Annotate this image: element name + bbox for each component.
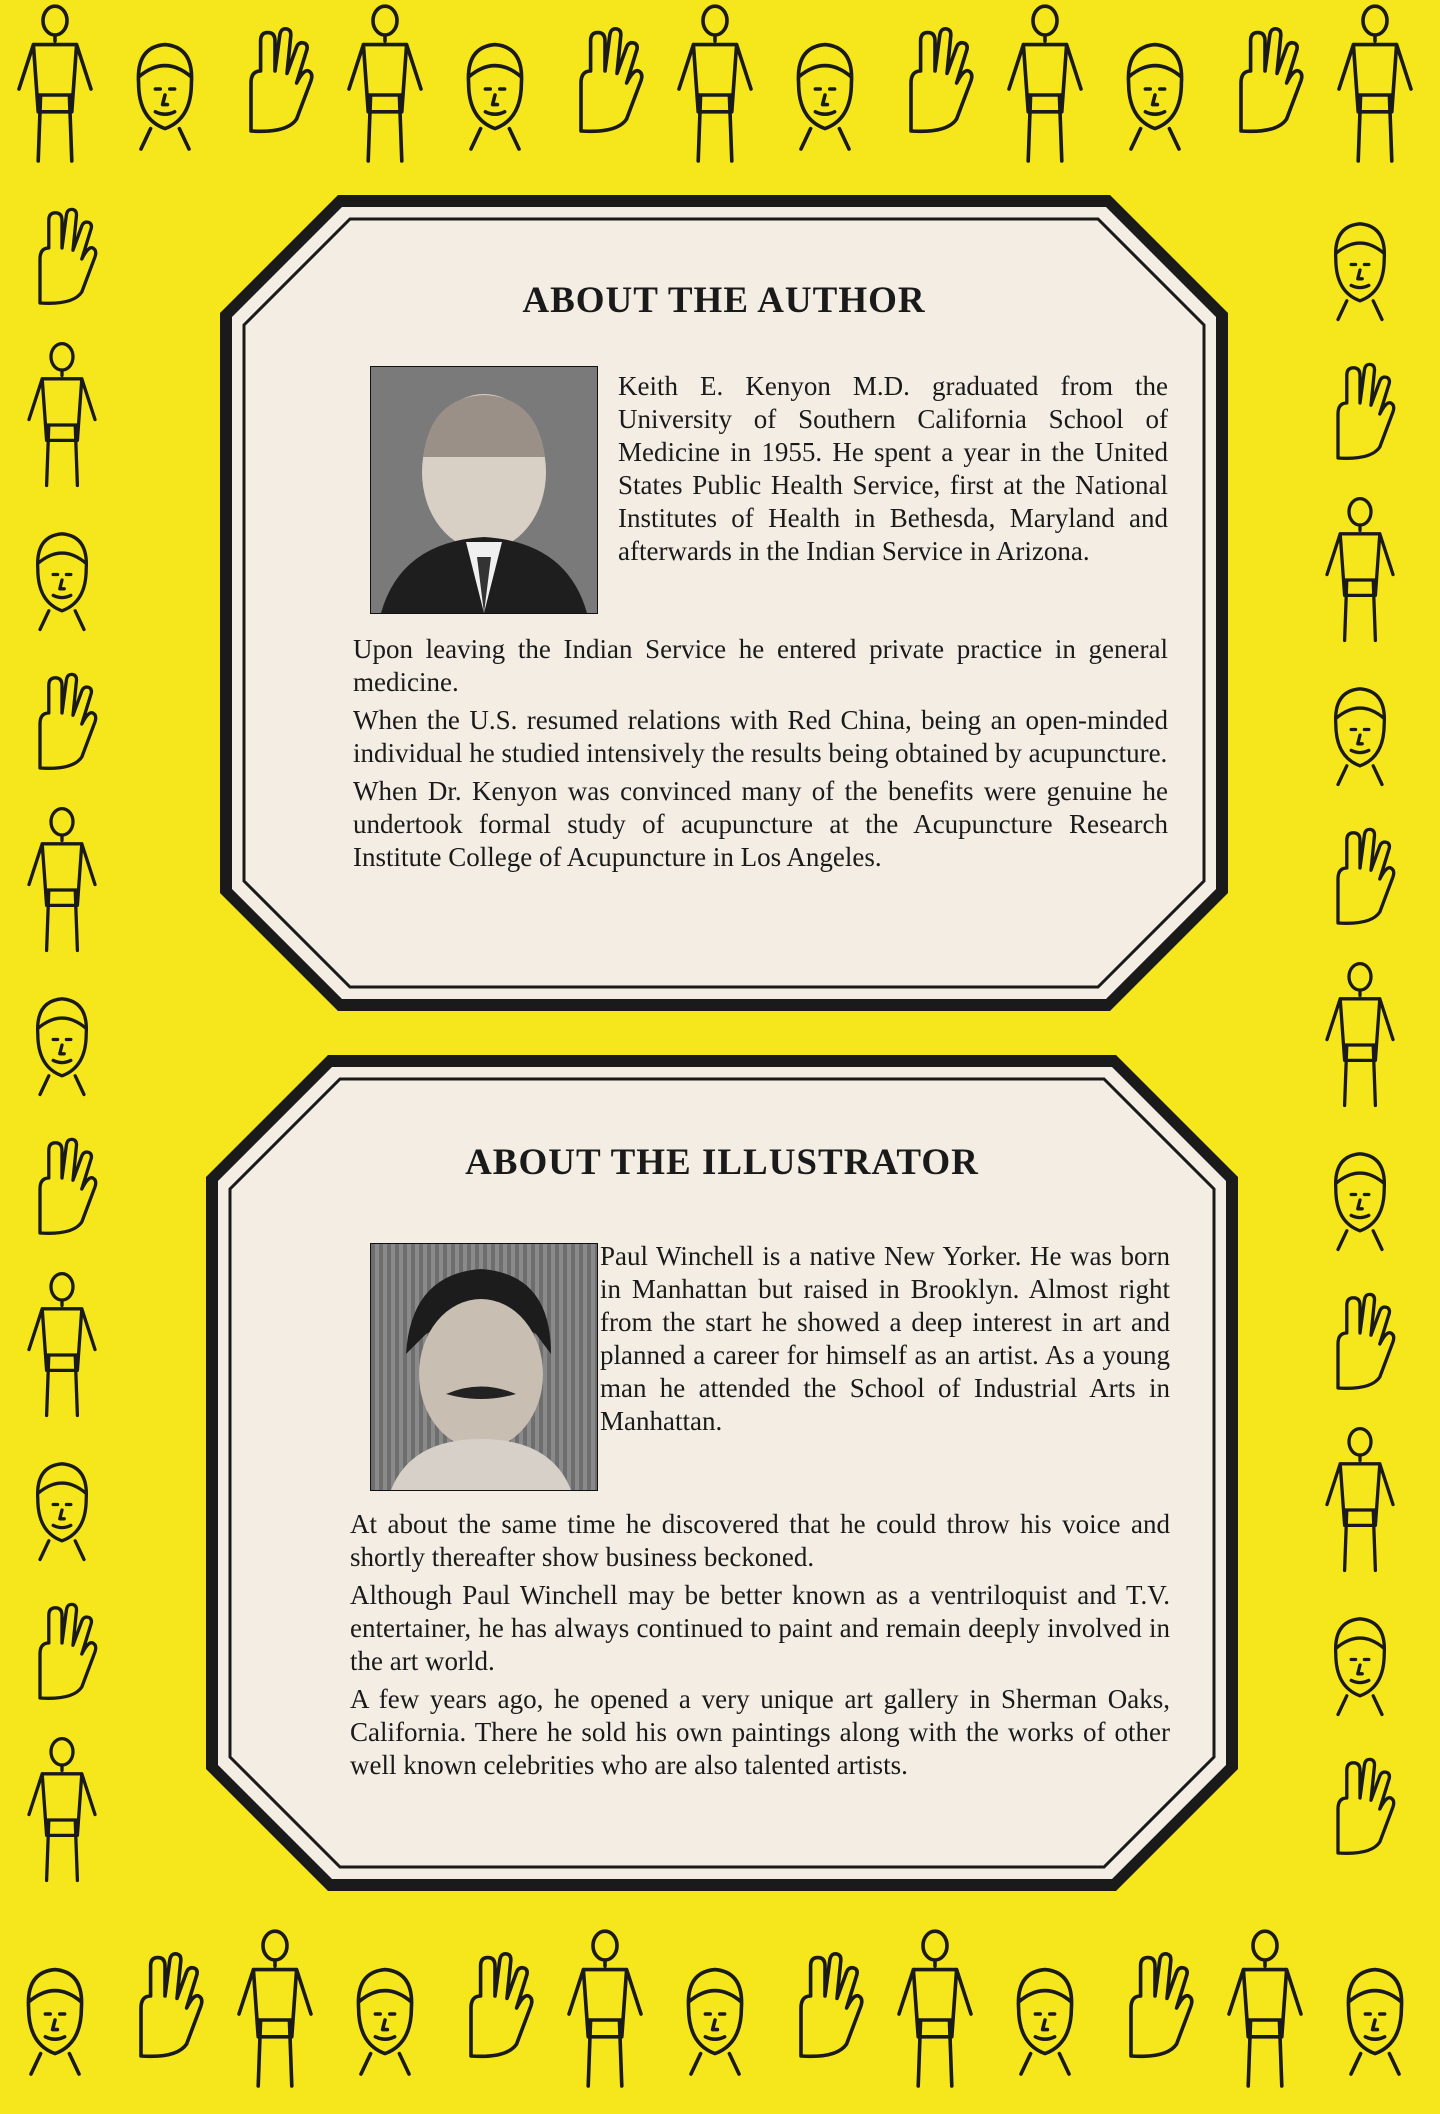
head-figure-22 <box>1018 1970 1071 2074</box>
hand-figure-2 <box>251 29 312 132</box>
head-figure-1 <box>138 45 191 149</box>
hand-figure-26 <box>40 209 96 303</box>
author-photo <box>370 366 598 614</box>
body-figure-45 <box>1327 1429 1393 1571</box>
hand-figure-32 <box>40 1139 96 1233</box>
head-figure-25 <box>1348 1970 1401 2074</box>
body-figure-27 <box>29 344 95 486</box>
illustrator-bio <box>350 1508 1170 1787</box>
body-figure-0 <box>19 6 91 161</box>
body-figure-6 <box>679 6 751 161</box>
body-figure-9 <box>1009 6 1081 161</box>
body-figure-15 <box>239 1931 311 2086</box>
author-portrait-image <box>371 367 597 613</box>
author-bio-paragraph-3: When Dr. Kenyon was convinced many of the benefits were genuine he undertook formal study of acupuncture at the Acupuncture Research Institute College of Acupuncture in Los Angeles. <box>353 776 1168 872</box>
hand-figure-23 <box>1131 1954 1192 2057</box>
body-figure-30 <box>29 809 95 951</box>
hand-figure-8 <box>911 29 972 132</box>
body-figure-24 <box>1229 1931 1301 2086</box>
hand-figure-35 <box>40 1604 96 1698</box>
hand-figure-20 <box>801 1954 862 2057</box>
hand-figure-38 <box>1338 364 1394 458</box>
head-figure-34 <box>38 1464 87 1560</box>
author-intro: Keith E. Kenyon M.D. graduated from the University of Southern California School of Medicine in 1955. He spent a year in the United States Public Health Service, first at the National Institutes of Health in Bethesda, Maryland and afterwards in the Indian Service in Arizona. <box>618 371 1168 566</box>
author-heading: ABOUT THE AUTHOR <box>522 280 926 321</box>
body-figure-39 <box>1327 499 1393 641</box>
hand-figure-5 <box>581 29 642 132</box>
illustrator-portrait-image <box>371 1244 597 1490</box>
illustrator-intro: Paul Winchell is a native New Yorker. He was born in Manhattan but raised in Brooklyn. Almost right from the start he showed a deep interest in art and planned a career for himself as an artist. As a young man he attended the School of Industrial Arts in Manhattan. <box>600 1241 1170 1436</box>
illustrator-panel <box>204 1053 1240 1893</box>
head-figure-16 <box>358 1970 411 2074</box>
hand-figure-14 <box>141 1954 202 2057</box>
head-figure-31 <box>38 999 87 1095</box>
body-figure-42 <box>1327 964 1393 1106</box>
hand-figure-41 <box>1338 829 1394 923</box>
hand-figure-29 <box>40 674 96 768</box>
author-panel <box>218 193 1230 1013</box>
head-figure-43 <box>1336 1154 1385 1250</box>
body-figure-12 <box>1339 6 1411 161</box>
hand-figure-44 <box>1338 1294 1394 1388</box>
head-figure-10 <box>1128 45 1181 149</box>
head-figure-4 <box>468 45 521 149</box>
body-figure-18 <box>569 1931 641 2086</box>
head-figure-28 <box>38 534 87 630</box>
hand-figure-17 <box>471 1954 532 2057</box>
illustrator-bio-paragraph-1: At about the same time he discovered that he could throw his voice and shortly thereafter show business beckoned. <box>350 1509 1170 1572</box>
author-bio-paragraph-2: When the U.S. resumed relations with Red China, being an open-minded individual he studied intensively the results being obtained by acupuncture. <box>353 705 1168 768</box>
body-figure-36 <box>29 1739 95 1881</box>
illustrator-heading: ABOUT THE ILLUSTRATOR <box>465 1142 979 1183</box>
illustrator-bio-paragraph-2: Although Paul Winchell may be better known as a ventriloquist and T.V. entertainer, he has always continued to paint and remain deeply involved in the art world. <box>350 1580 1170 1676</box>
head-figure-7 <box>798 45 851 149</box>
head-figure-37 <box>1336 224 1385 320</box>
head-figure-19 <box>688 1970 741 2074</box>
head-figure-13 <box>28 1970 81 2074</box>
head-figure-40 <box>1336 689 1385 785</box>
author-bio <box>353 633 1168 879</box>
body-figure-21 <box>899 1931 971 2086</box>
author-bio-paragraph-1: Upon leaving the Indian Service he entered private practice in general medicine. <box>353 634 1168 697</box>
hand-figure-47 <box>1338 1759 1394 1853</box>
illustrator-photo <box>370 1243 598 1491</box>
body-figure-3 <box>349 6 421 161</box>
head-figure-46 <box>1336 1619 1385 1715</box>
hand-figure-11 <box>1241 29 1302 132</box>
illustrator-bio-paragraph-3: A few years ago, he opened a very unique art gallery in Sherman Oaks, California. There he sold his own paintings along with the works of other well known celebrities who are also talented artists. <box>350 1684 1170 1780</box>
body-figure-33 <box>29 1274 95 1416</box>
